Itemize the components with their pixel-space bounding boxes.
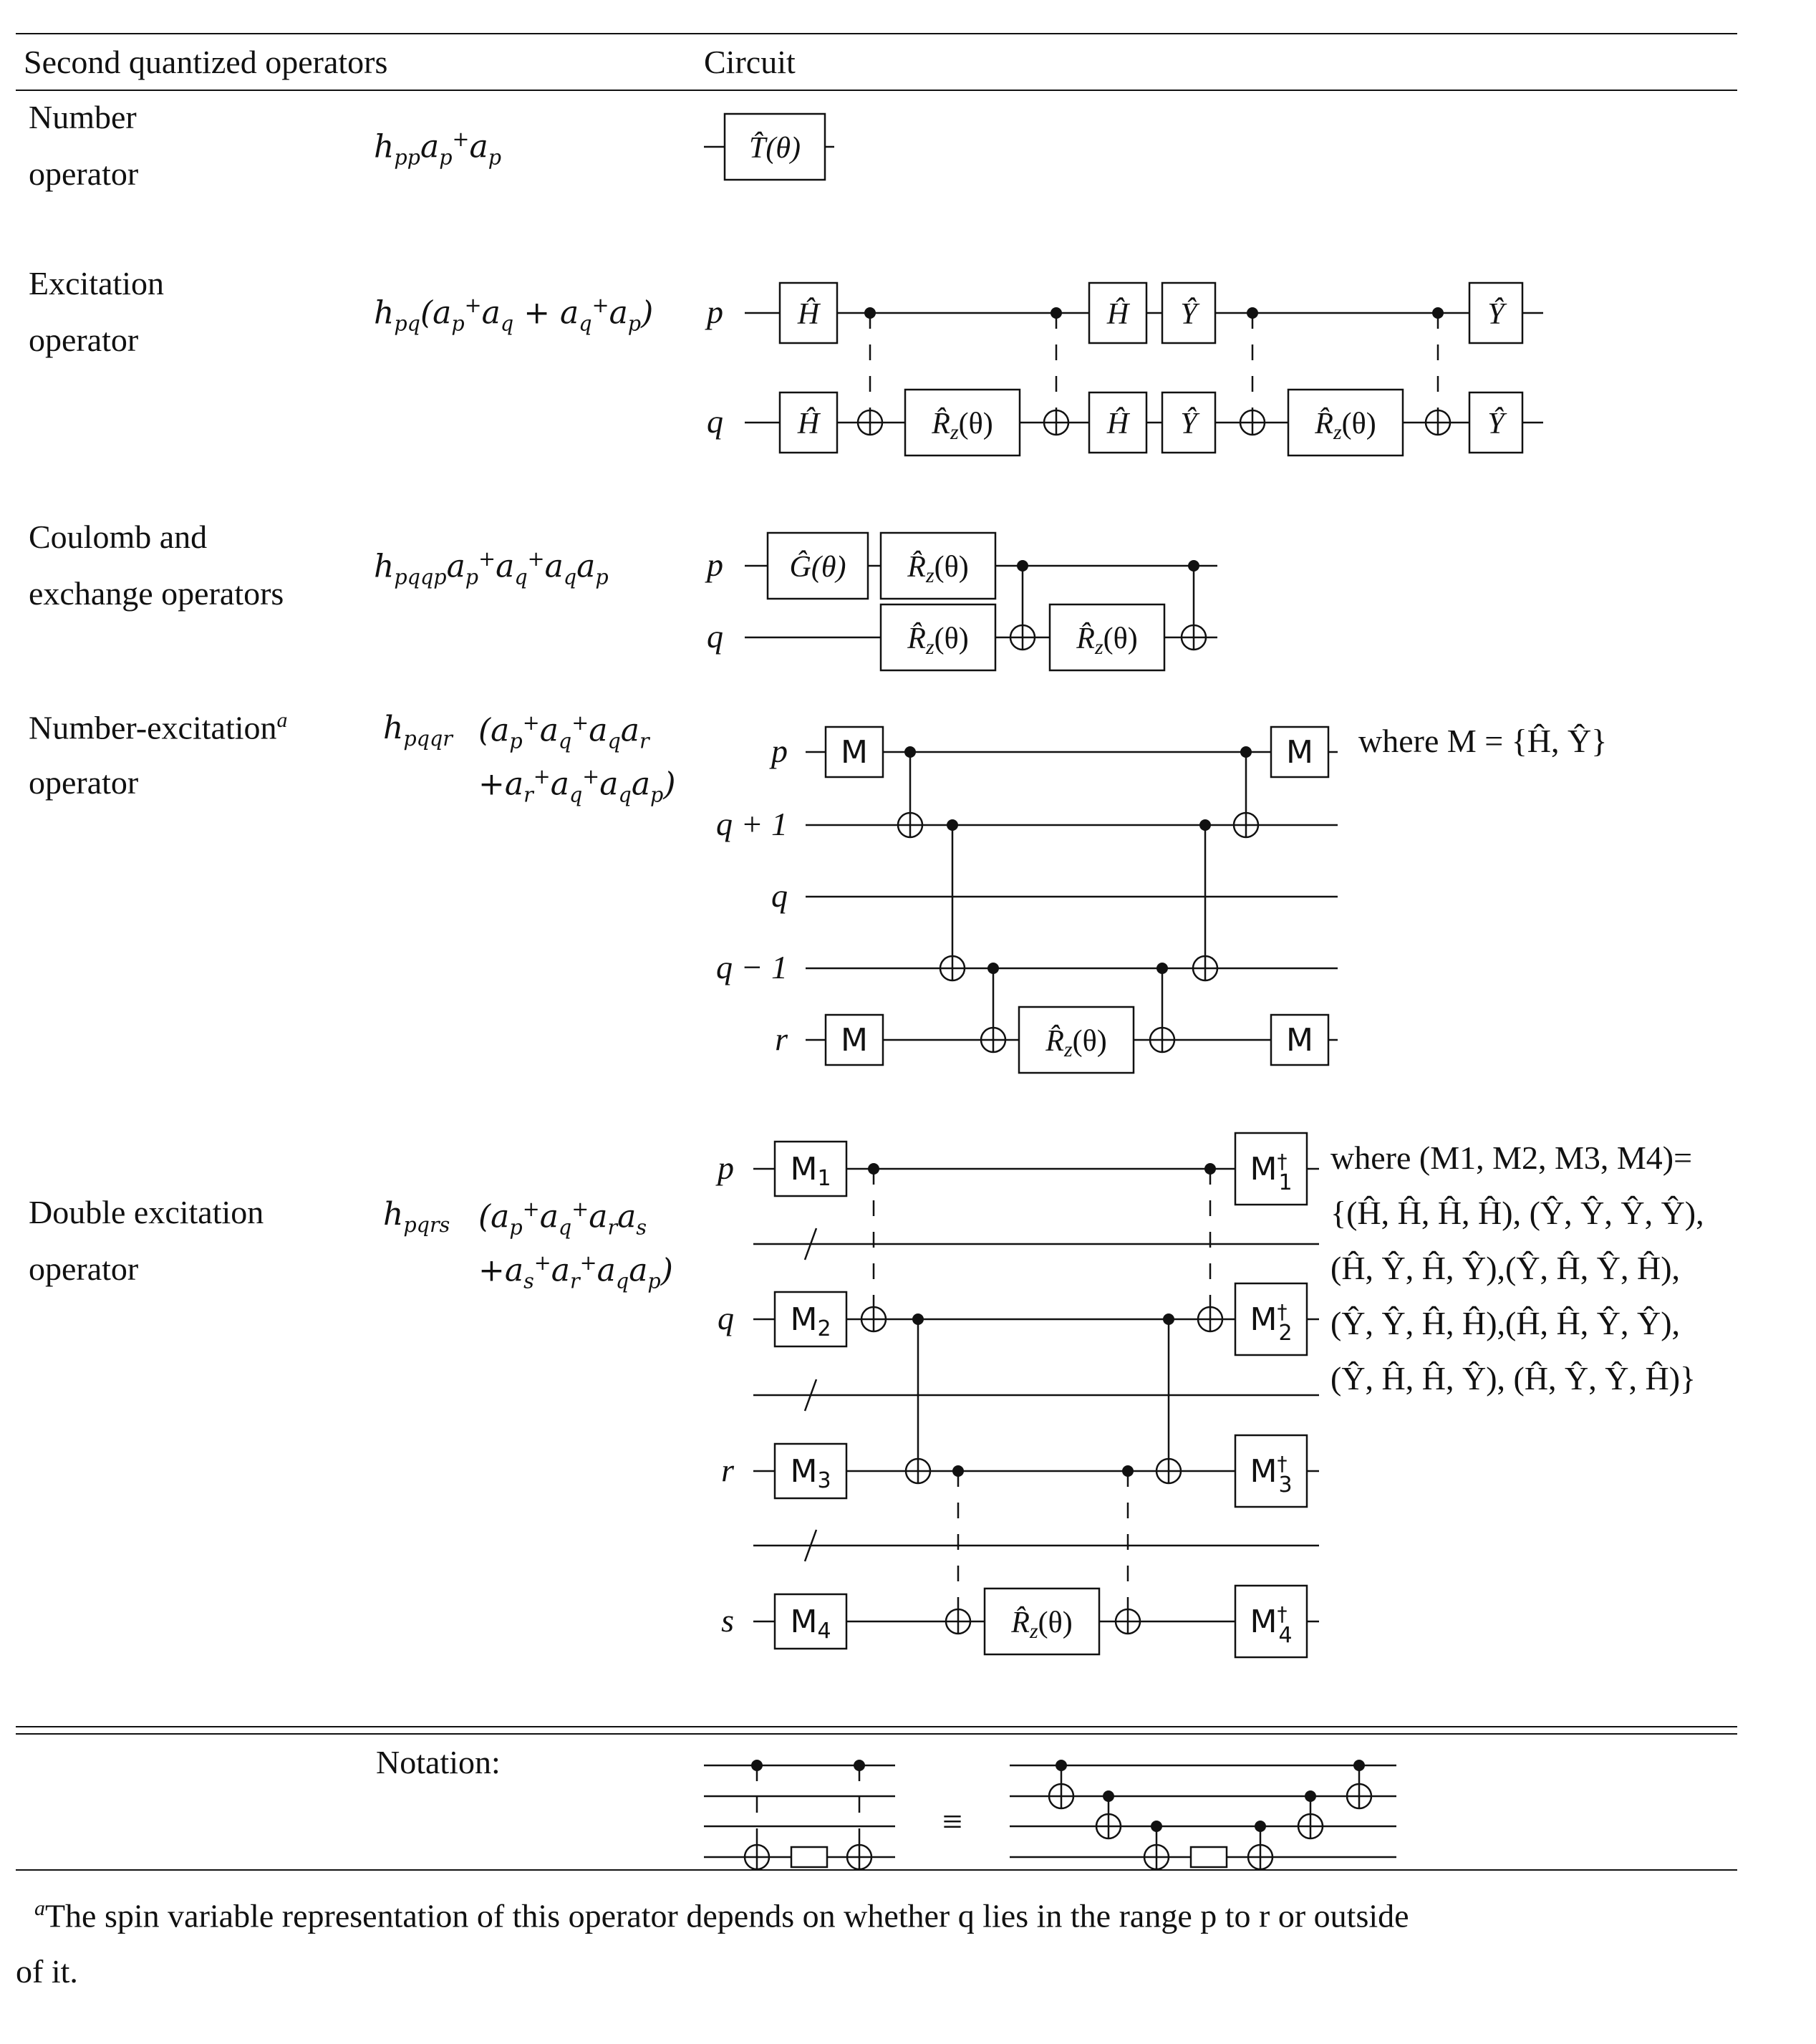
de-cnot-4-control: [1122, 1465, 1134, 1477]
ex-cnot-3-control: [1247, 307, 1258, 319]
wire-label-de-s: s: [721, 1602, 734, 1639]
de-gate-M3d-label: M† 3: [1250, 1452, 1293, 1498]
de-gate-M2-label: M2: [790, 1301, 831, 1341]
de-cnot-5-control: [1163, 1313, 1174, 1325]
ex-cnot-2-control: [1051, 307, 1062, 319]
de-gate-Rz-label: R̂z(θ): [1011, 1606, 1073, 1643]
de-gate-M2d-label: M† 2: [1250, 1300, 1293, 1346]
nx-gate-Rz-label: R̂z(θ): [1045, 1025, 1107, 1061]
wire-label-co-p: p: [707, 546, 723, 583]
row-excitation-name-2: operator: [29, 322, 139, 358]
footnote-marker-2: a: [34, 1896, 45, 1920]
ex-gate-H1q-label: Ĥ: [797, 408, 820, 440]
header-col-operators: Second quantized operators: [24, 44, 388, 80]
ex-gate-Rz2-label: R̂z(θ): [1315, 408, 1376, 444]
formula-coulomb: $h_{pqqp}a_p^+a_q^+a_qa_p$: [374, 546, 609, 589]
not-left-dot-2: [854, 1760, 865, 1771]
ex-gate-H2q-label: Ĥ: [1106, 408, 1129, 440]
nx-cnot-6-control: [1240, 746, 1252, 758]
co-gate-Rz-p-label: R̂z(θ): [907, 551, 969, 587]
de-cnot-2-control: [912, 1313, 924, 1325]
row-double-name-2: operator: [29, 1250, 139, 1287]
row-excitation-name-1: Excitation: [29, 265, 165, 302]
formula-double-2: $+a_s^+a_r^+a_qa_p$): [478, 1250, 673, 1293]
co-gate-Rz2-label: R̂z(θ): [1076, 622, 1138, 659]
nx-gate-M-p2-label: M: [1286, 734, 1313, 771]
wire-label-ex-p: p: [707, 294, 723, 330]
nx-gate-M-r1-label: M: [841, 1022, 868, 1059]
nx-cnot-4-control: [1156, 963, 1168, 974]
ex-gate-H2p-label: Ĥ: [1106, 298, 1129, 331]
not-r-cnot-4-control: [1255, 1821, 1266, 1832]
ex-cnot-1-control: [864, 307, 876, 319]
co-gate-Rz-q-label: R̂z(θ): [907, 622, 969, 659]
wire-label-ex-q: q: [707, 403, 723, 440]
not-r-cnot-1-control: [1056, 1760, 1067, 1771]
de-cnot-3-control: [952, 1465, 964, 1477]
formula-number-excitation-2: $+a_r^+a_q^+a_qa_p$): [478, 764, 676, 807]
formula-number-excitation-1: ($a_p^+a_q^+a_qa_r$: [478, 710, 649, 753]
not-left-box: [791, 1847, 827, 1867]
wire-label-nx-q: q: [771, 877, 788, 914]
footnote-marker: a: [276, 708, 288, 732]
notation-label: Notation:: [376, 1744, 501, 1780]
nx-cnot-1-control: [904, 746, 916, 758]
formula-number: $h_{pp}a_p^+a_p$: [374, 127, 502, 170]
footnote-text-1: The spin variable representation of this operator depends on whether q lies in the range p to r or outside: [44, 1897, 1409, 1934]
ex-gate-H1p-label: Ĥ: [797, 298, 820, 331]
wire-label-nx-p: p: [771, 733, 788, 769]
wire-label-nx-q1: q + 1: [715, 806, 788, 842]
ex-gate-Y1p-label: Ŷ: [1180, 298, 1197, 331]
nx-cnot-5-control: [1199, 819, 1211, 831]
de-gate-M3-label: M3: [790, 1453, 831, 1493]
notation-equiv: ≡: [942, 1801, 963, 1841]
row-number-name-2: operator: [29, 155, 139, 192]
row-coulomb-name-1: Coulomb and: [29, 519, 208, 555]
not-r-cnot-2-control: [1103, 1790, 1114, 1802]
row-coulomb-name-2: exchange operators: [29, 575, 284, 612]
de-gate-M4-label: M4: [790, 1604, 831, 1644]
ex-gate-Y2p-label: Ŷ: [1487, 298, 1505, 331]
de-gate-M1-label: M1: [790, 1151, 831, 1191]
de-gate-M1d-label: M† 1: [1250, 1149, 1293, 1195]
row-number-name-1: Number: [29, 99, 137, 135]
ex-cnot-4-control: [1432, 307, 1444, 319]
formula-number-excitation-coef: $h_{pqqr}$: [383, 710, 453, 751]
ex-gate-Y1q-label: Ŷ: [1180, 408, 1197, 440]
gate-T-label: T̂(θ): [749, 132, 801, 165]
not-right-box: [1191, 1847, 1227, 1867]
formula-double-coef: $h_{pqrs}$: [383, 1196, 450, 1237]
not-left-dot-1: [751, 1760, 763, 1771]
de-gate-M4d-label: M† 4: [1250, 1602, 1293, 1648]
wire-label-de-q: q: [718, 1300, 734, 1336]
row-number-excitation-name-2: operator: [29, 764, 139, 801]
row-number-excitation-name-text: Number-excitation: [29, 709, 277, 746]
formula-double-1: ($a_p^+a_q^+a_ra_s$: [478, 1197, 647, 1240]
not-r-cnot-5-control: [1305, 1790, 1316, 1802]
co-gate-G-label: Ĝ(θ): [789, 551, 846, 584]
formula-excitation: $h_{pq}(a_p^+a_q + a_q^+a_p)$: [374, 293, 654, 336]
header-col-circuit: Circuit: [704, 44, 796, 80]
row-double-name-1: Double excitation: [29, 1194, 264, 1230]
not-r-cnot-6-control: [1353, 1760, 1365, 1771]
number-excitation-where: where M = {Ĥ, Ŷ}: [1358, 723, 1608, 759]
double-where-1: where (M1, M2, M3, M4)=: [1330, 1139, 1693, 1176]
wire-label-co-q: q: [707, 618, 723, 655]
double-where-4: (Ŷ, Ŷ, Ĥ, Ĥ),(Ĥ, Ĥ, Ŷ, Ŷ),: [1330, 1305, 1681, 1341]
de-cnot-6-control: [1204, 1163, 1216, 1175]
co-cnot-1-control: [1017, 560, 1028, 572]
nx-cnot-3-control: [987, 963, 999, 974]
wire-label-nx-r: r: [775, 1021, 788, 1057]
co-cnot-2-control: [1188, 560, 1199, 572]
ex-gate-Y2q-label: Ŷ: [1487, 408, 1505, 440]
nx-cnot-2-control: [947, 819, 958, 831]
double-where-2: {(Ĥ, Ĥ, Ĥ, Ĥ), (Ŷ, Ŷ, Ŷ, Ŷ),: [1330, 1195, 1704, 1231]
footnote-line-2: of it.: [16, 1953, 78, 1990]
double-where-5: (Ŷ, Ĥ, Ĥ, Ŷ), (Ĥ, Ŷ, Ŷ, Ĥ)}: [1330, 1360, 1696, 1397]
de-cnot-1-control: [868, 1163, 879, 1175]
wire-label-nx-qm1: q − 1: [715, 949, 788, 985]
nx-gate-M-p1-label: M: [841, 734, 868, 771]
not-r-cnot-3-control: [1151, 1821, 1162, 1832]
double-where-3: (Ĥ, Ŷ, Ĥ, Ŷ),(Ŷ, Ĥ, Ŷ, Ĥ),: [1330, 1250, 1681, 1286]
wire-label-de-r: r: [721, 1452, 734, 1488]
wire-label-de-p: p: [718, 1149, 734, 1186]
nx-gate-M-r2-label: M: [1286, 1022, 1313, 1059]
ex-gate-Rz1-label: R̂z(θ): [932, 408, 993, 444]
